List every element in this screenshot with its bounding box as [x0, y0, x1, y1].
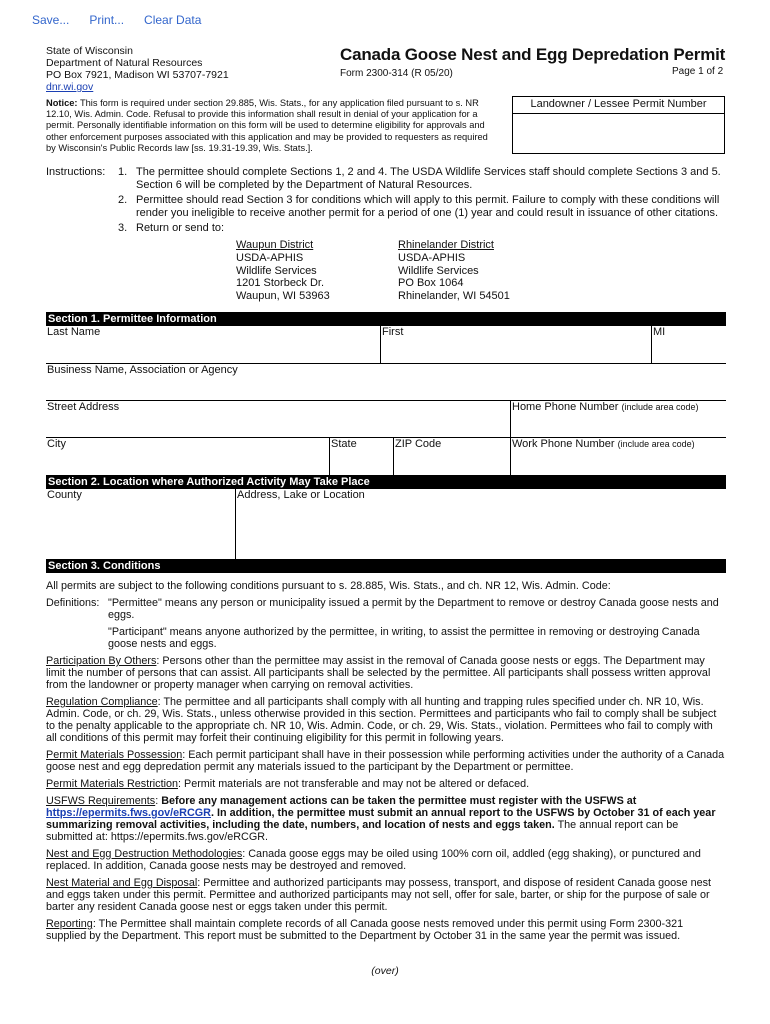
- divider: [651, 326, 652, 364]
- agency-state: State of Wisconsin: [46, 45, 133, 57]
- permit-number-label: Landowner / Lessee Permit Number: [513, 97, 724, 114]
- agency-block: [46, 45, 229, 93]
- county-field[interactable]: County: [47, 489, 82, 501]
- agency-website-link[interactable]: dnr.wi.gov: [46, 81, 94, 93]
- form-toolbar: [32, 13, 201, 27]
- business-name-field[interactable]: Business Name, Association or Agency: [46, 364, 726, 401]
- usfws-condition: USFWS Requirements: Before any management actions can be taken the permittee must register with the USFWS at https://epermits.fws.gov/eRCGR. In addition, the permittee must submit an annual report to the USFWS by October 31 of each year summarizing removal activities, including the date, numbers, and location of nests and eggs taken. The annual report can be submitted at: https://epermits.fws.gov/eRCGR.: [46, 795, 716, 843]
- reporting-condition: Reporting: The Permittee shall maintain complete records of all Canada goose nests removed under this permit using Form 2300-321 supplied by the Department. This report must be submitted to the Department by October 31 in the same year the permit was issued.: [46, 918, 684, 942]
- page-number: Page 1 of 2: [672, 66, 724, 77]
- permit-number-box: [512, 96, 725, 154]
- notice-text: [46, 98, 496, 154]
- save-link[interactable]: Save...: [32, 13, 70, 27]
- divider: [380, 326, 381, 364]
- zip-code-field[interactable]: ZIP Code: [394, 438, 511, 476]
- definition-participant: "Participant" means anyone authorized by the permittee, in writing, to assist the permittee in removing or destroying Canada goose nests and eggs.: [108, 626, 700, 650]
- section3-header: Section 3. Conditions: [46, 559, 726, 573]
- rhinelander-address: Rhinelander District USDA-APHIS Wildlife Services PO Box 1064 Rhinelander, WI 54501: [398, 239, 510, 303]
- disposal-condition: Nest Material and Egg Disposal: Permittee and authorized participants may possess, transport, and dispose of resident Canada goose nest and eggs taken under this permit. Permittee and authorized participants may not sell, offer for sale, barter, or ship for the purpose of sale or barter any resident Canada goose nest or eggs taken under this permit.: [46, 877, 711, 913]
- city-field[interactable]: City: [46, 438, 330, 476]
- notice-label: Notice:: [46, 98, 78, 108]
- section3-conditions: [46, 580, 726, 947]
- section1-header: Section 1. Permittee Information: [46, 312, 726, 326]
- participation-condition: Participation By Others: Persons other than the permittee may assist in the removal of Canada goose nests or eggs. The Department may limit the number of persons that can assist. All participants shall be selected by the permittee. All participants shall possess written approval from the landowner or property manager when carrying on removal activities.: [46, 655, 711, 691]
- instructions-label: Instructions:: [46, 166, 106, 178]
- home-phone-field[interactable]: Home Phone Number (include area code): [511, 401, 726, 438]
- regulation-condition: Regulation Compliance: The permittee and all participants shall comply with all hunting and trapping rules specified under ch. NR 10, Wis. Admin. Code, or ch. 29, Wis. Stats., unless otherwise provided in this section. Permittees and participants who fail to comply shall be subject to the penalty applicable to the appropriate ch. NR 10, Wis. Admin. Code, or ch. 29, Wis. Stats., violation. Permittees who fail to comply with all conditions of this permit may forfeit their continuing eligibility for this permit in following years.: [46, 696, 717, 744]
- street-address-field[interactable]: Street Address: [46, 401, 511, 438]
- middle-initial-field[interactable]: MI: [652, 326, 726, 364]
- instructions-list: [118, 166, 728, 238]
- form-number: Form 2300-314 (R 05/20): [340, 68, 453, 79]
- permit-number-field[interactable]: [513, 114, 724, 152]
- last-name-field[interactable]: Last Name: [46, 326, 381, 364]
- state-field[interactable]: State: [330, 438, 394, 476]
- instruction-item: 1. The permittee should complete Sections 1, 2 and 4. The USDA Wildlife Services staff should complete Sections 3 and 5. Section 6 will be completed by the Department of Natural Resources.: [118, 166, 721, 191]
- section2-header: Section 2. Location where Authorized Activity May Take Place: [46, 475, 726, 489]
- first-name-field[interactable]: First: [381, 326, 652, 364]
- divider: [393, 438, 394, 476]
- methods-condition: Nest and Egg Destruction Methodologies: Canada goose eggs may be oiled using 100% corn oil, addled (egg shaking), or punctured and replaced. In addition, Canada goose nests may be destroyed and removed.: [46, 848, 701, 872]
- waupun-address: Waupun District USDA-APHIS Wildlife Services 1201 Storbeck Dr. Waupun, WI 53963: [236, 239, 330, 303]
- divider: [329, 438, 330, 476]
- divider: [235, 489, 236, 559]
- print-link[interactable]: Print...: [89, 13, 125, 27]
- usfws-link[interactable]: https://epermits.fws.gov/eRCGR: [46, 807, 211, 819]
- possession-condition: Permit Materials Possession: Each permit participant shall have in their possession while performing activities under the authority of a Canada goose nest and egg depredation permit any materials issued to the participant by the Department or permittee.: [46, 749, 725, 773]
- instruction-item: 3. Return or send to:: [118, 222, 225, 234]
- agency-department: Department of Natural Resources: [46, 57, 203, 69]
- form-title: Canada Goose Nest and Egg Depredation Permit: [340, 45, 726, 64]
- conditions-intro: All permits are subject to the following conditions pursuant to s. 28.885, Wis. Stats., and ch. NR 12, Wis. Admin. Code:: [46, 580, 611, 592]
- location-field[interactable]: Address, Lake or Location: [237, 489, 365, 501]
- over-note: (over): [371, 965, 399, 977]
- restriction-condition: Permit Materials Restriction: Permit materials are not transferable and may not be altered or defaced.: [46, 778, 530, 790]
- work-phone-field[interactable]: Work Phone Number (include area code): [511, 438, 726, 476]
- notice-body: This form is required under section 29.885, Wis. Stats., for any application filed pursuant to s. NR 12.10, Wis. Admin. Code. Refusal to provide this information shall result in denial of your application for a permit. Personally identifiable information on this form will be used to determine eligibility for approvals and other enforcement purposes associated with this application and may be provided to requesters as required by Wisconsin's Public Records law [ss. 19.31-19.39, Wis. Stats.].: [46, 98, 488, 153]
- agency-address: PO Box 7921, Madison WI 53707-7921: [46, 69, 229, 81]
- instruction-item: 2. Permittee should read Section 3 for conditions which will apply to this permit. Failure to comply with these conditions will render you ineligible to receive another permit for a period of one (1) year and could result in issuance of other citations.: [118, 194, 720, 219]
- definition-permittee: Definitions: "Permittee" means any person or municipality issued a permit by the Department to remove or destroy Canada goose nests and eggs.: [46, 597, 719, 621]
- clear-data-link[interactable]: Clear Data: [144, 13, 202, 27]
